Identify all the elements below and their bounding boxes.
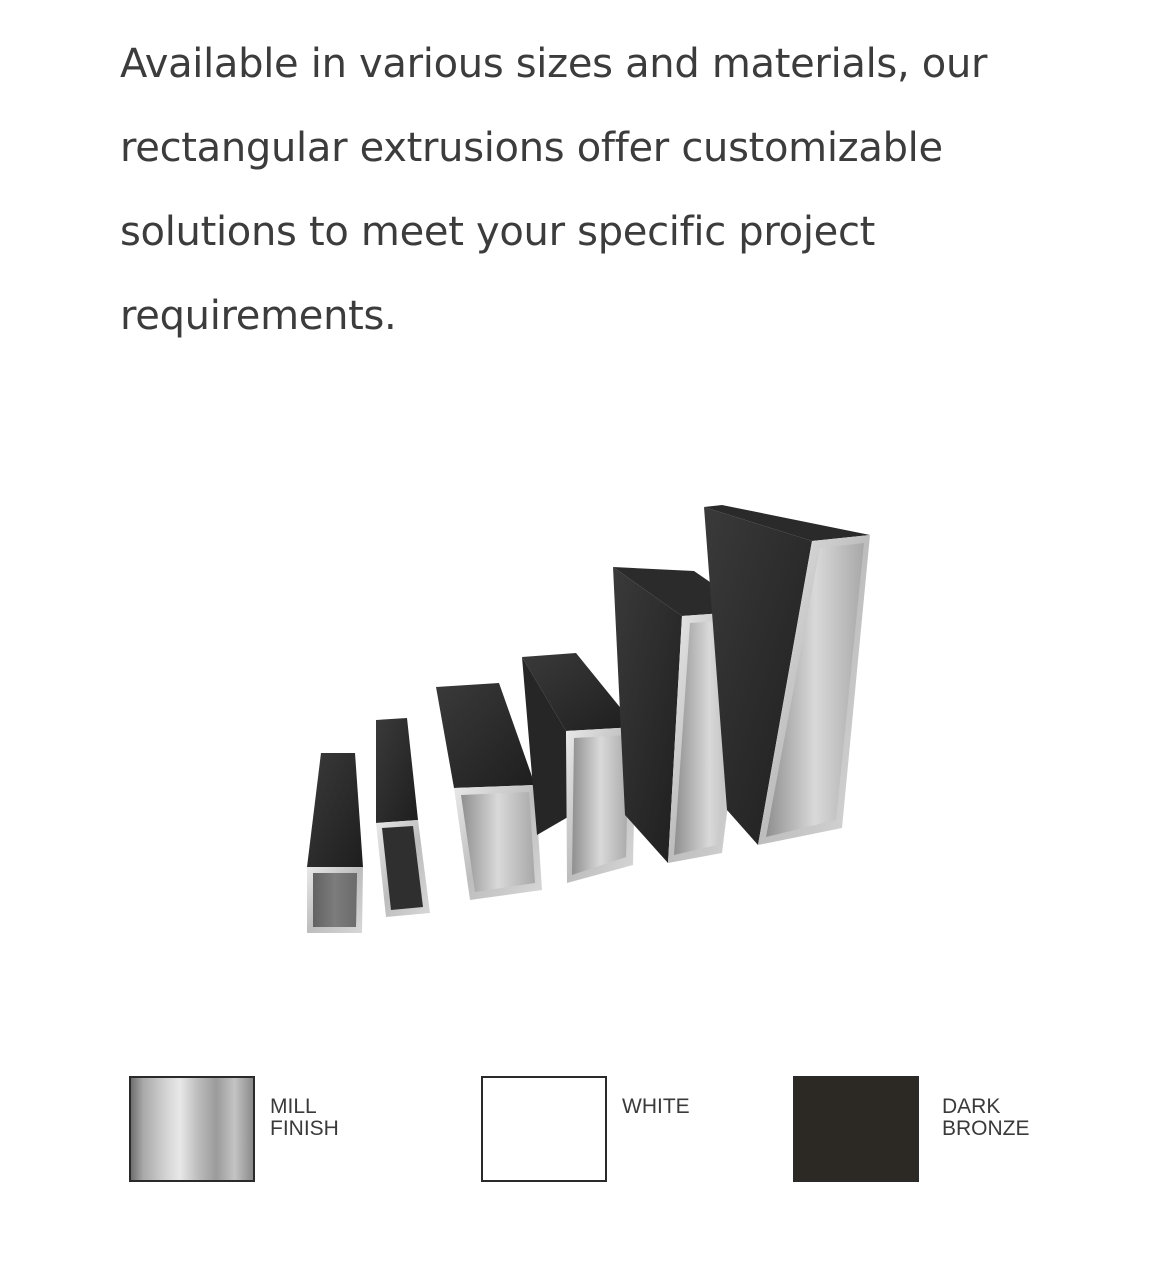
- finish-label: MILL FINISH: [270, 1095, 339, 1140]
- extrusion-tube: [376, 718, 430, 917]
- white-finish-swatch[interactable]: [481, 1076, 607, 1182]
- extrusion-tube: [704, 505, 870, 845]
- intro-line: rectangular extrusions offer customizable: [120, 125, 943, 171]
- rectangular-extrusions-image: [290, 495, 890, 945]
- extrusion-tube: [307, 753, 363, 933]
- intro-line: Available in various sizes and materials, our: [120, 41, 988, 87]
- finish-label-line: BRONZE: [942, 1117, 1030, 1140]
- finish-label-line: DARK: [942, 1095, 1001, 1118]
- finish-label: WHITE: [622, 1095, 690, 1118]
- extrusion-tube: [436, 683, 542, 900]
- finish-label: [942, 1096, 1042, 1140]
- intro-line: requirements.: [120, 293, 397, 339]
- dark-bronze-finish-swatch[interactable]: [793, 1076, 919, 1182]
- mill-finish-swatch[interactable]: [129, 1076, 255, 1182]
- intro-line: solutions to meet your specific project: [120, 209, 876, 255]
- intro-paragraph: [120, 22, 1020, 358]
